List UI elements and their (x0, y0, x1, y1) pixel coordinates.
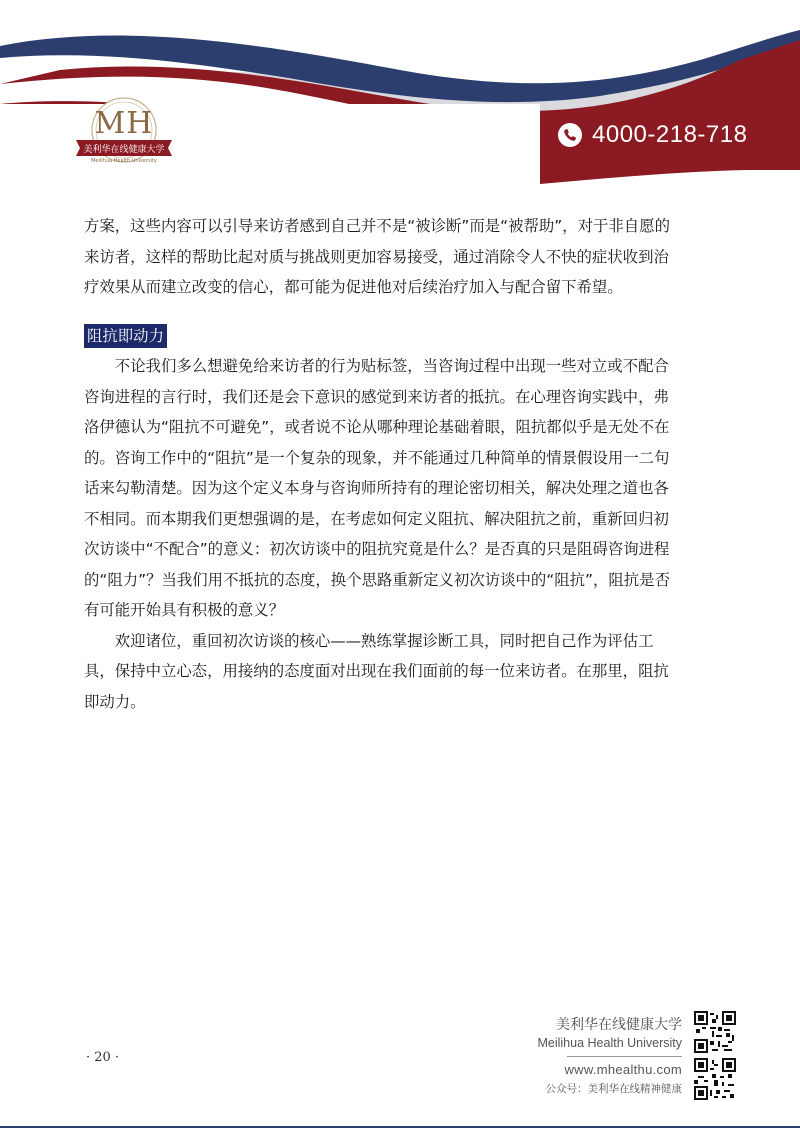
logo-name-en: Meilihua Health University (91, 158, 157, 164)
footer-org-en: Meilihua Health University (537, 1036, 682, 1050)
logo-name-cn: 美利华在线健康大学 (83, 145, 165, 155)
qr-code-icon (694, 1058, 736, 1100)
footer-wechat: 公众号：美利华在线精神健康 (545, 1083, 682, 1095)
page-number: · 20 · (86, 1050, 120, 1065)
section-heading: 阻抗即动力 (84, 324, 167, 348)
body-paragraph: 不论我们多么想避免给来访者的行为贴标签，当咨询过程中出现一些对立或不配合咨询进程的言行时，我们还是会下意识的感觉到来访者的抵抗。在心理咨询实践中，弗洛伊德认为“阻抗不可避免”，或者说不论从哪种理论基础着眼，阻抗都似乎是无处不在的。咨询工作中的“阻抗”是一个复杂的现象，并不能通过几种简单的情景假设用一二句话来勾勒清楚。因为这个定义本身与咨询师所持有的理论密切相关，解决处理之道也各不相同。而本期我们更想强调的是，在考虑如何定义阻抗、解决阻抗之前，重新回归初次访谈中“不配合”的意义：初次访谈中的阻抗究竟是什么？是否真的只是阻碍咨询进程的“阻力”？当我们用不抵抗的态度，换个思路重新定义初次访谈中的“阻抗”，阻抗是否有可能开始具有积极的意义？ (84, 357, 670, 619)
phone-icon (558, 123, 582, 147)
phone-contact (558, 121, 747, 149)
body-paragraph: 欢迎诸位，重回初次访谈的核心——熟练掌握诊断工具，同时把自己作为评估工具，保持中立心态，用接纳的态度面对出现在我们面前的每一位来访者。在那里，阻抗即动力。 (84, 631, 669, 711)
article-body (84, 211, 684, 717)
phone-number: 4000-218-718 (592, 121, 748, 148)
intro-paragraph: 方案，这些内容可以引导来访者感到自己并不是“被诊断”而是“被帮助”，对于非自愿的来访者，这样的帮助比起对质与挑战则更加容易接受，通过消除令人不快的症状收到治疗效果从而建立改变的信心，都可能为促进他对后续治疗加入与配合留下希望。 (84, 217, 670, 296)
logo-mark: MH (94, 106, 154, 141)
logo (72, 96, 176, 172)
qr-code-icon (694, 1011, 736, 1053)
footer-divider (567, 1056, 682, 1057)
footer-org-cn: 美利华在线健康大学 (556, 1017, 682, 1033)
bottom-rule (0, 1126, 800, 1128)
footer-website-link[interactable]: www.mhealthu.com (564, 1062, 682, 1077)
footer-info (537, 1014, 682, 1096)
